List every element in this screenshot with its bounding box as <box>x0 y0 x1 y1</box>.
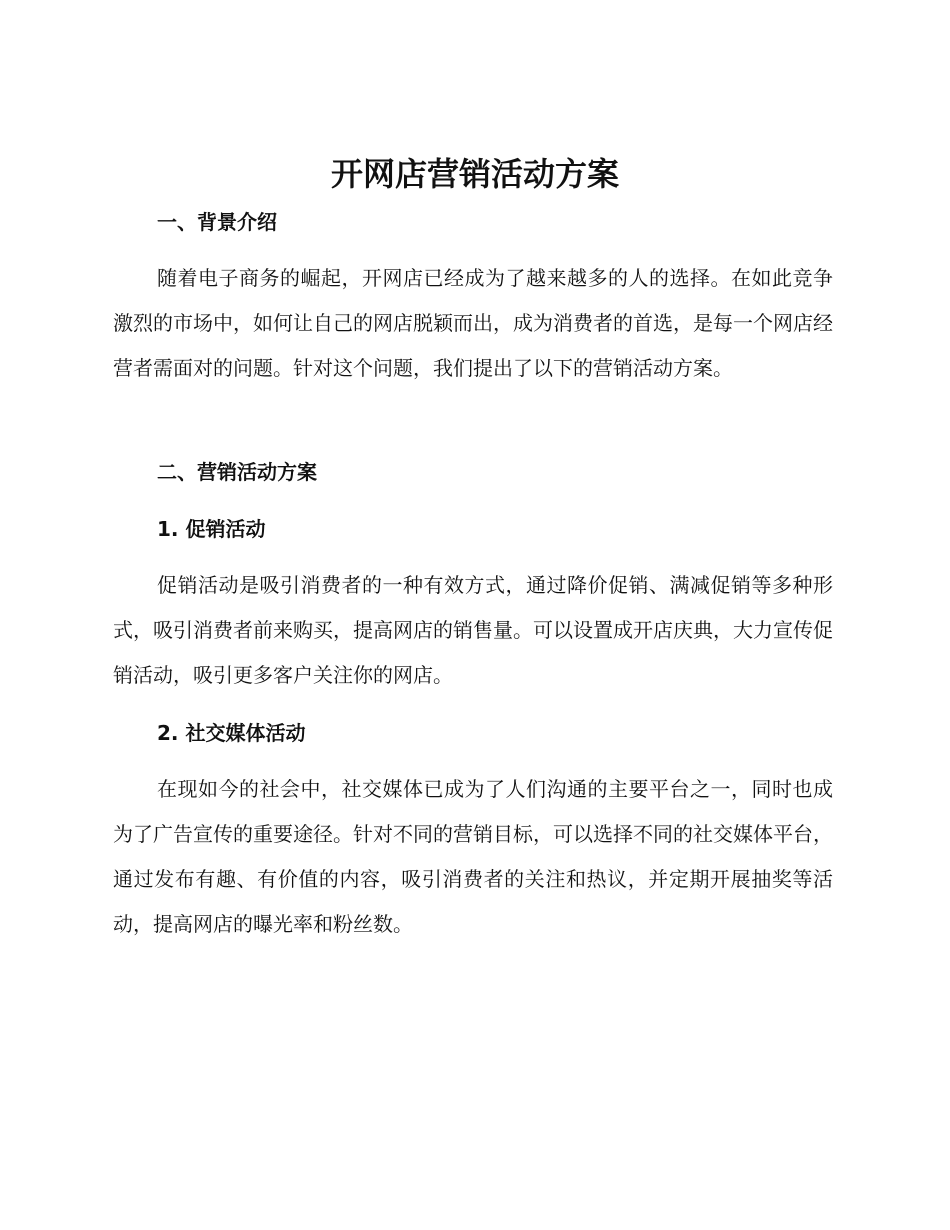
paragraph-promotion: 促销活动是吸引消费者的一种有效方式，通过降价促销、满减促销等多种形式，吸引消费者前来购买，提高网店的销售量。可以设置成开店庆典，大力宣传促销活动，吸引更多客户关注你的网店。 <box>113 573 833 687</box>
section-heading-promotion: 1. 促销活动 <box>157 517 266 541</box>
section-heading-background: 一、背景介绍 <box>157 210 277 234</box>
document-title: 开网店营销活动方案 <box>330 155 619 193</box>
section-heading-social-media: 2. 社交媒体活动 <box>157 721 306 745</box>
section-heading-plan: 二、营销活动方案 <box>157 460 317 484</box>
paragraph-social-media: 在现如今的社会中，社交媒体已成为了人们沟通的主要平台之一，同时也成为了广告宣传的重要途径。针对不同的营销目标，可以选择不同的社交媒体平台，通过发布有趣、有价值的内容，吸引消费者的关注和热议，并定期开展抽奖等活动，提高网店的曝光率和粉丝数。 <box>113 777 833 936</box>
paragraph-background: 随着电子商务的崛起，开网店已经成为了越来越多的人的选择。在如此竞争激烈的市场中，如何让自己的网店脱颖而出，成为消费者的首选，是每一个网店经营者需面对的问题。针对这个问题，我们提出了以下的营销活动方案。 <box>113 266 833 380</box>
